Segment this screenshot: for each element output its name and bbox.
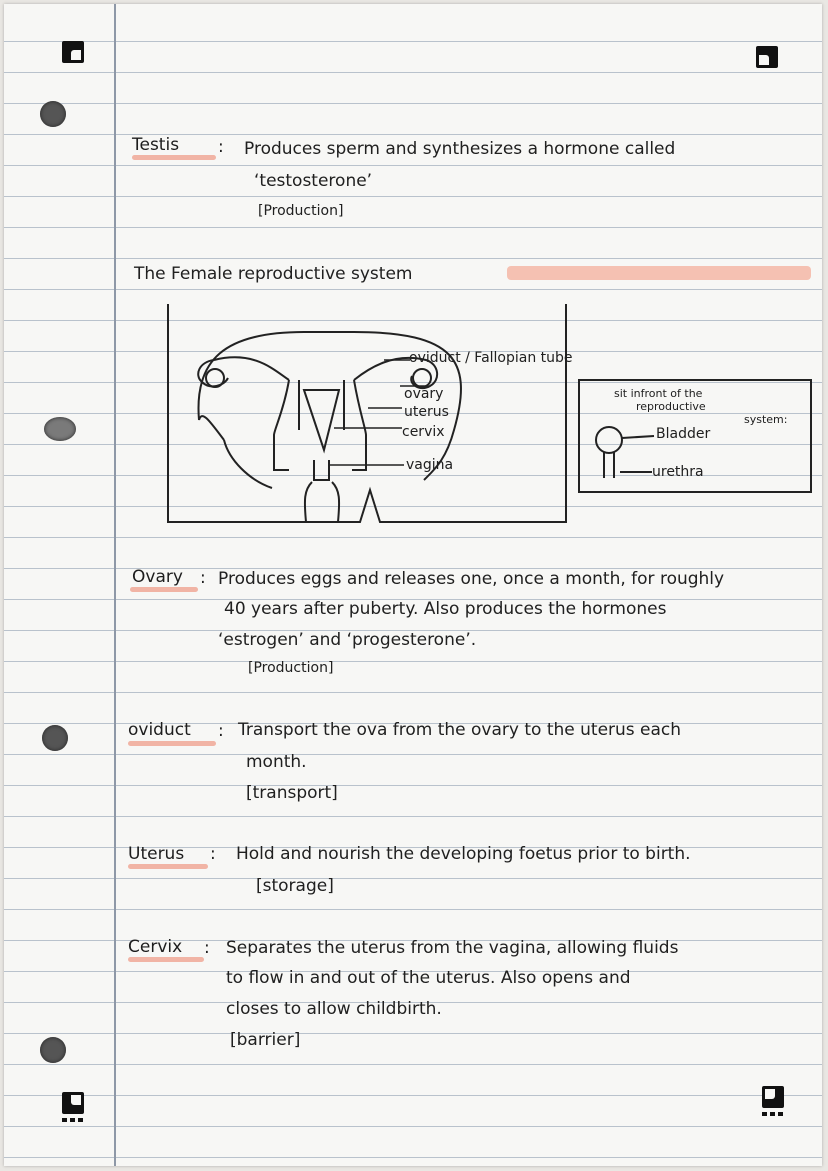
term-highlight — [128, 741, 216, 746]
testis-line1: Produces sperm and synthesizes a hormone called — [244, 139, 676, 159]
cervix-sep: : — [204, 938, 210, 958]
cervix-tag: [barrier] — [230, 1030, 301, 1050]
label-ovary: ovary — [404, 386, 444, 402]
testis-line2: ‘testosterone’ — [254, 171, 373, 191]
punch-hole — [40, 101, 66, 127]
margin-line — [114, 4, 116, 1166]
notebook-page — [4, 4, 822, 1166]
inset-note-3: system: — [744, 413, 788, 426]
female-reproductive-diagram — [154, 300, 814, 530]
term-highlight — [128, 957, 204, 962]
uterus-sep: : — [210, 844, 216, 864]
inset-bladder: Bladder — [656, 426, 711, 442]
uterus-term: Uterus — [128, 844, 185, 864]
testis-sep: : — [218, 137, 224, 157]
cervix-line3: closes to allow childbirth. — [226, 999, 442, 1019]
oviduct-term: oviduct — [128, 720, 191, 740]
corner-marker-icon — [756, 46, 778, 68]
uterus-line1: Hold and nourish the developing foetus prior to birth. — [236, 844, 691, 864]
punch-hole — [42, 725, 68, 751]
label-cervix: cervix — [402, 424, 445, 440]
heading-highlight — [507, 266, 811, 280]
oviduct-line2: month. — [246, 752, 307, 772]
inset-note-2: reproductive — [636, 400, 706, 413]
uterus-tag: [storage] — [256, 876, 334, 896]
testis-term: Testis — [132, 135, 180, 155]
corner-marker-icon — [62, 41, 84, 63]
testis-tag: [Production] — [258, 203, 344, 219]
oviduct-sep: : — [218, 721, 224, 741]
ovary-line3: ‘estrogen’ and ‘progesterone’. — [218, 630, 477, 650]
cervix-term: Cervix — [128, 937, 183, 957]
label-uterus: uterus — [404, 404, 449, 420]
inset-note-1: sit infront of the — [614, 387, 703, 400]
term-highlight — [128, 864, 208, 869]
ovary-term: Ovary — [132, 567, 183, 587]
corner-marker-icon — [762, 1086, 784, 1108]
oviduct-tag: [transport] — [246, 783, 338, 803]
section-heading: The Female reproductive system — [134, 264, 413, 284]
ovary-sep: : — [200, 568, 206, 588]
corner-marker-icon — [62, 1092, 84, 1114]
term-highlight — [130, 587, 198, 592]
ovary-tag: [Production] — [248, 660, 334, 676]
punch-hole-torn — [44, 417, 76, 441]
label-vagina: vagina — [406, 457, 454, 473]
punch-hole — [40, 1037, 66, 1063]
ovary-line2: 40 years after puberty. Also produces the hormones — [224, 599, 667, 619]
label-oviduct: oviduct / Fallopian tube — [409, 350, 573, 366]
cervix-line2: to flow in and out of the uterus. Also opens and — [226, 968, 631, 988]
ovary-line1: Produces eggs and releases one, once a month, for roughly — [218, 569, 725, 589]
oviduct-line1: Transport the ova from the ovary to the uterus each — [238, 720, 682, 740]
term-highlight — [132, 155, 216, 160]
inset-urethra: urethra — [652, 464, 704, 480]
cervix-line1: Separates the uterus from the vagina, allowing fluids — [226, 938, 679, 958]
